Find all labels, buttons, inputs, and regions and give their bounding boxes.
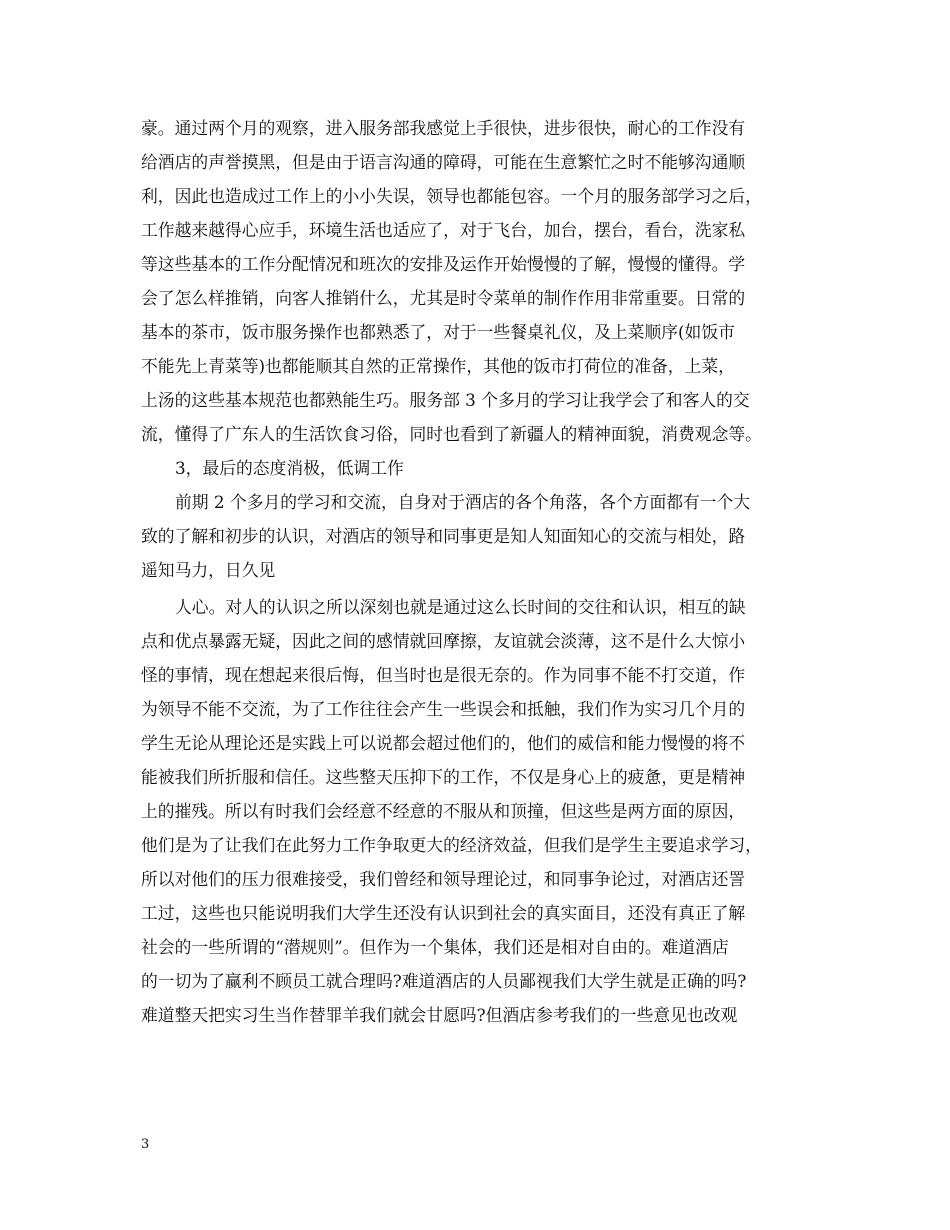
text-line: 怪的事情，现在想起来很后悔，但当时也是很无奈的。作为同事不能不打交道，作 — [141, 665, 746, 685]
text-line: 的一切为了赢利不顾员工就合理吗?难道酒店的人员鄙视我们大学生就是正确的吗? — [141, 971, 747, 991]
text-line: 前期 2 个多月的学习和交流，自身对于酒店的各个角落，各个方面都有一个大 — [175, 492, 751, 512]
text-line: 能被我们所折服和信任。这些整天压抑下的工作，不仅是身心上的疲惫，更是精神 — [141, 767, 746, 787]
text-line: 社会的一些所谓的“潜规则”。但作为一个集体，我们还是相对自由的。难道酒店 — [141, 937, 729, 957]
text-line: 人心。对人的认识之所以深刻也就是通过这么长时间的交往和认识，相互的缺 — [175, 597, 746, 617]
text-line: 点和优点暴露无疑，因此之间的感情就回摩擦，友谊就会淡薄，这不是什么大惊小 — [141, 631, 746, 651]
text-line: 学生无论从理论还是实践上可以说都会超过他们的，他们的威信和能力慢慢的将不 — [141, 733, 746, 753]
text-line: 工过，这些也只能说明我们大学生还没有认识到社会的真实面目，还没有真正了解 — [141, 903, 746, 923]
text-line: 致的了解和初步的认识，对酒店的领导和同事更是知人知面知心的交流与相处，路 — [141, 526, 746, 546]
text-line: 会了怎么样推销，向客人推销什么，尤其是时令菜单的制作作用非常重要。日常的 — [141, 288, 746, 308]
text-line: 不能先上青菜等)也都能顺其自然的正常操作，其他的饭市打荷位的准备，上菜， — [141, 356, 735, 376]
text-line: 豪。通过两个月的观察，进入服务部我感觉上手很快，进步很快，耐心的工作没有 — [141, 118, 746, 138]
text-line: 等这些基本的工作分配情况和班次的安排及运作开始慢慢的了解，慢慢的懂得。学 — [141, 254, 746, 274]
text-line: 难道整天把实习生当作替罪羊我们就会甘愿吗?但酒店参考我们的一些意见也改观 — [141, 1005, 738, 1025]
text-line: 流，懂得了广东人的生活饮食习俗，同时也看到了新疆人的精神面貌，消费观念等。 — [141, 424, 762, 444]
text-line: 他们是为了让我们在此努力工作争取更大的经济效益，但我们是学生主要追求学习， — [141, 835, 762, 855]
text-line: 遥知马力，日久见 — [141, 560, 276, 580]
text-line: 利，因此也造成过工作上的小小失误，领导也都能包容。一个月的服务部学习之后， — [141, 186, 762, 206]
text-line: 给酒店的声誉摸黑，但是由于语言沟通的障碍，可能在生意繁忙之时不能够沟通顺 — [141, 152, 746, 172]
text-line: 所以对他们的压力很难接受，我们曾经和领导理论过，和同事争论过，对酒店还詈 — [141, 869, 746, 889]
text-line: 上汤的这些基本规范也都熟能生巧。服务部 3 个多月的学习让我学会了和客人的交 — [141, 390, 750, 410]
section-heading: 3，最后的态度消极，低调工作 — [175, 458, 404, 478]
text-line: 上的摧残。所以有时我们会经意不经意的不服从和顶撞，但这些是两方面的原因， — [141, 801, 746, 821]
text-line: 基本的茶市，饭市服务操作也都熟悉了，对于一些餐桌礼仪，及上菜顺序(如饭市 — [141, 322, 735, 342]
text-line: 工作越来越得心应手，环境生活也适应了，对于飞台，加台，摆台，看台，洗家私 — [141, 220, 746, 240]
text-line: 为领导不能不交流，为了工作往往会产生一些误会和抵触，我们作为实习几个月的 — [141, 699, 746, 719]
page-number: 3 — [141, 1137, 150, 1152]
